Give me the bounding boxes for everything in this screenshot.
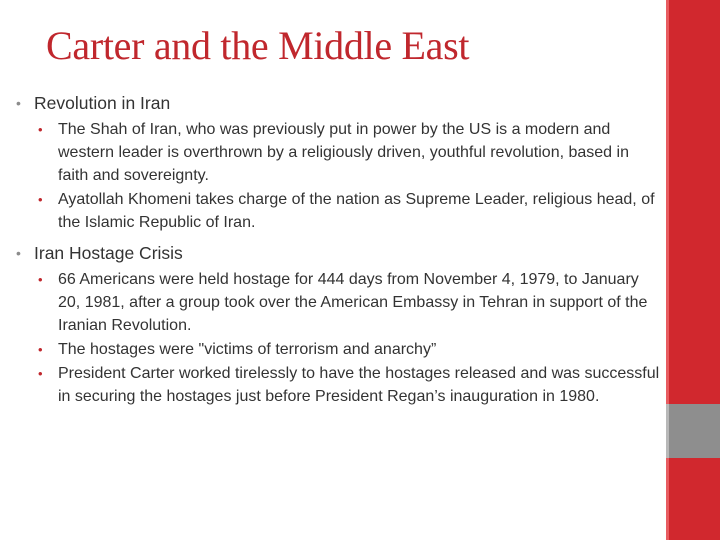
sub-point-text: Ayatollah Khomeni takes charge of the nation as Supreme Leader, religious head, of the Islamic Republic of Iran. <box>58 191 655 231</box>
sub-point <box>12 188 662 234</box>
bullet-icon: • <box>38 122 43 137</box>
sub-point-text: The Shah of Iran, who was previously put in power by the US is a modern and western leader is overthrown by a religiously driven, youthful revolution, based in faith and sovereignty. <box>58 121 629 184</box>
bullet-icon: • <box>38 342 43 357</box>
bullet-icon: • <box>16 245 21 261</box>
bullet-icon: • <box>38 192 43 207</box>
section-revolution <box>12 90 662 234</box>
side-bar-red-lower <box>669 458 720 540</box>
sub-point <box>12 338 662 361</box>
bullet-icon: • <box>16 95 21 111</box>
section-hostage-crisis <box>12 240 662 408</box>
slide-content <box>12 88 662 414</box>
bullet-icon: • <box>38 366 43 381</box>
sub-point-list <box>12 268 662 408</box>
sub-point-text: 66 Americans were held hostage for 444 days from November 4, 1979, to January 20, 1981, after a group took over the American Embassy in Tehran in support of the Iranian Revolution. <box>58 271 648 334</box>
section-heading-text: Revolution in Iran <box>34 93 171 113</box>
section-heading <box>12 90 662 116</box>
section-heading <box>12 240 662 266</box>
bullet-icon: • <box>38 272 43 287</box>
sub-point <box>12 268 662 337</box>
side-bar-gray <box>669 404 720 458</box>
sub-point-text: The hostages were "victims of terrorism and anarchy” <box>58 341 437 358</box>
sub-point-list <box>12 118 662 234</box>
slide-title: Carter and the Middle East <box>46 23 470 68</box>
sub-point <box>12 118 662 187</box>
sub-point-text: President Carter worked tirelessly to have the hostages released and was successful in securing the hostages just before President Regan’s inauguration in 1980. <box>58 365 660 405</box>
decorative-side-bar <box>666 0 720 540</box>
side-bar-red-upper <box>669 0 720 404</box>
sub-point <box>12 362 662 408</box>
section-heading-text: Iran Hostage Crisis <box>34 243 183 263</box>
